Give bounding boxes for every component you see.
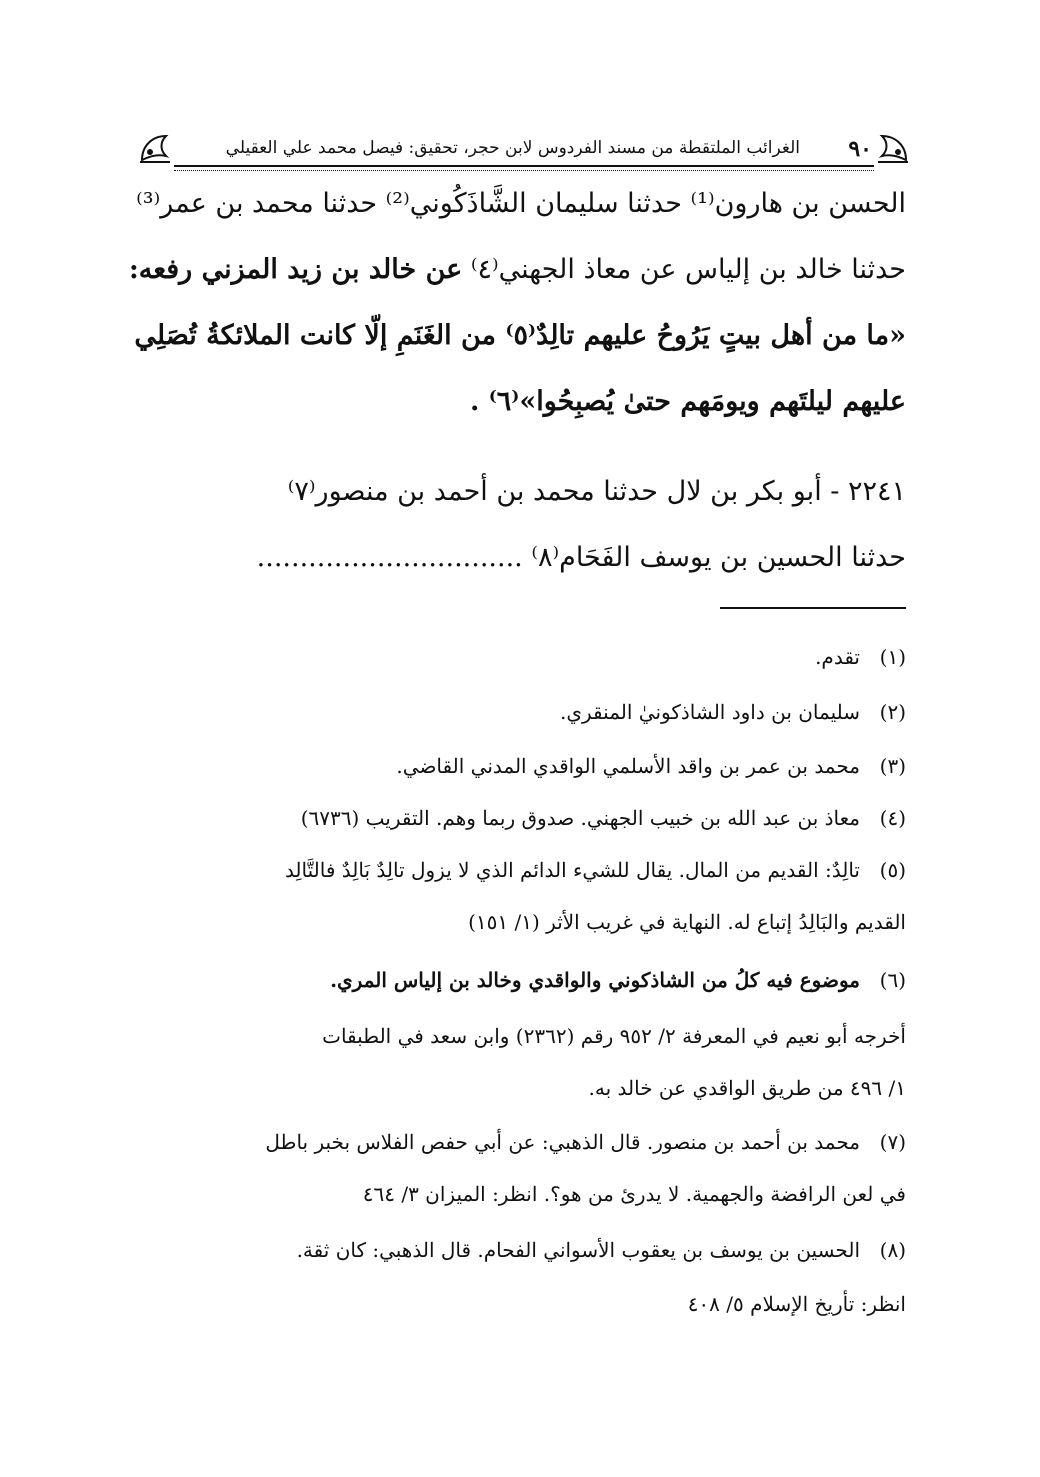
footnote-text: القديم والبَالِدُ إتباع له. النهاية في غريب الأثر (١/ ١٥١) xyxy=(468,910,906,934)
footnote-text: في لعن الرافضة والجهمية. لا يدرئ من هو؟. انظر: الميزان ٣/ ٤٦٤ xyxy=(362,1182,906,1206)
footnote-text: الحسين بن يوسف بن يعقوب الأسواني الفحام. قال الذهبي: كان ثقة. xyxy=(296,1238,860,1262)
footnote-5 xyxy=(285,858,906,882)
footnote-number: (٢) xyxy=(879,700,906,724)
body-line-2-text: حدثنا خالد بن إلياس عن معاذ الجهني⁽٤⁾ xyxy=(470,254,906,285)
footnote-6 xyxy=(330,968,906,992)
footnote-number: (٥) xyxy=(879,858,906,882)
footnote-2 xyxy=(560,700,906,724)
header-rule-dotted xyxy=(174,170,874,171)
header-rule xyxy=(174,165,874,167)
header-title: الغرائب الملتقطة من مسند الفردوس لابن حجر، تحقيق: فيصل محمد علي العقيلي xyxy=(225,138,800,158)
ornament-left-icon xyxy=(138,132,172,164)
footnote-6-cont-2 xyxy=(589,1076,906,1100)
footnote-text: معاذ بن عبد الله بن خبيب الجهني. صدوق ربما وهم. التقريب (٦٧٣٦) xyxy=(300,806,860,830)
hadith-line-2: عليهم ليلتَهم ويومَهم حتىٰ يُصبِحُوا»⁽٦⁾ . xyxy=(469,386,906,417)
footnote-number: (١) xyxy=(879,645,906,669)
footnote-number: (٦) xyxy=(879,968,906,992)
footnote-number: (٣) xyxy=(879,754,906,778)
page-header xyxy=(138,130,910,174)
footnote-3 xyxy=(396,754,906,778)
footnote-text: أخرجه أبو نعيم في المعرفة ٢/ ٩٥٢ رقم (٢٣٦٢) وابن سعد في الطبقات xyxy=(322,1024,906,1048)
footnote-text: محمد بن عمر بن واقد الأسلمي الواقدي المدني القاضي. xyxy=(396,754,860,778)
footnote-number: (٨) xyxy=(879,1238,906,1262)
footnote-text: انظر: تأريخ الإسلام ٥/ ٤٠٨ xyxy=(687,1292,906,1316)
footnote-4 xyxy=(301,806,906,830)
footnote-text: تالِدٌ: القديم من المال. يقال للشيء الدائم الذي لا يزول تالِدٌ بَالِدٌ فالتَّالِد xyxy=(284,858,860,882)
footnote-5-cont xyxy=(468,910,906,934)
footnote-7 xyxy=(265,1130,906,1154)
footnote-text: موضوع فيه كلُ من الشاذكوني والواقدي وخالد بن إلياس المري. xyxy=(330,968,860,992)
hadith-line-1: «ما من أهل بيتٍ يَرُوحُ عليهم تالِدٌ⁽٥⁾ من الغَنَمِ إلّا كانت الملائكةُ تُصَلِي xyxy=(134,320,906,351)
body-line-2 xyxy=(130,254,906,285)
footnote-text: محمد بن أحمد بن منصور. قال الذهبي: عن أبي حفص الفلاس بخبر باطل xyxy=(265,1130,860,1154)
footnote-number: (٧) xyxy=(879,1130,906,1154)
body-line-1: الحسن بن هارون⁽¹⁾ حدثنا سليمان الشَّاذَكُوني⁽²⁾ حدثنا محمد بن عمر⁽³⁾ xyxy=(136,188,906,219)
body-line-6: حدثنا الحسين بن يوسف الفَحَام⁽٨⁾ ............................... xyxy=(256,542,906,573)
footnote-8 xyxy=(297,1238,906,1262)
body-line-2-bold: عن خالد بن زيد المزني رفعه: xyxy=(128,254,463,285)
footnote-8-cont xyxy=(688,1292,906,1316)
footnote-1 xyxy=(815,645,906,669)
footnote-7-cont xyxy=(363,1182,906,1206)
footnote-number: (٤) xyxy=(879,806,906,830)
footnote-6-cont-1 xyxy=(322,1024,906,1048)
body-line-5: ٢٢٤١ - أبو بكر بن لال حدثنا محمد بن أحمد بن منصور⁽٧⁾ xyxy=(287,476,906,507)
footnote-text: ١/ ٤٩٦ من طريق الواقدي عن خالد به. xyxy=(588,1076,906,1100)
ornament-right-icon xyxy=(876,132,910,164)
footnote-separator xyxy=(720,607,906,609)
footnote-text: سليمان بن داود الشاذكونيٰ المنقري. xyxy=(560,700,860,724)
page-number: ٩٠ xyxy=(848,136,872,162)
footnote-text: تقدم. xyxy=(815,645,860,669)
